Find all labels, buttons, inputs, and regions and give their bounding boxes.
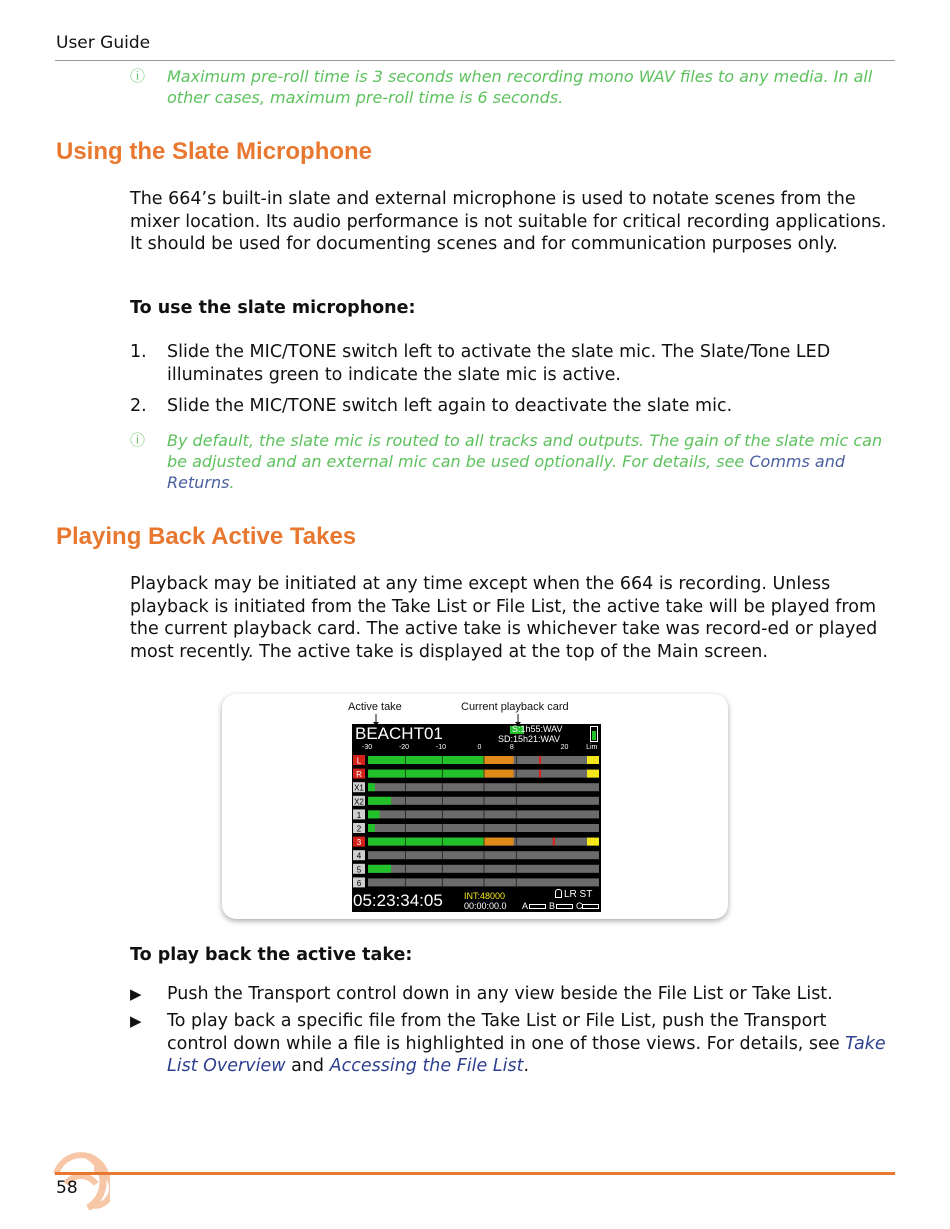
step-text: Slide the MIC/TONE switch left again to deactivate the slate mic. (167, 396, 733, 416)
meter-gridline (405, 878, 406, 886)
meter-gridline (405, 865, 406, 873)
callout-playback-card: Current playback card (461, 701, 569, 713)
meter-level-orange (484, 756, 514, 764)
meter-gridline (484, 838, 485, 846)
step-number: 1. (130, 342, 147, 362)
meter-gridline (442, 797, 443, 805)
meter-scale-label: 0 (477, 744, 482, 751)
meter-gridline (516, 770, 517, 778)
card-b-bar (556, 904, 573, 909)
meter-gridline (405, 756, 406, 764)
meter-gridline (405, 783, 406, 791)
meter-scale (352, 744, 601, 754)
counter: 00:00:00.0 (464, 901, 507, 911)
file-info-line2: SD:15h21:WAV (498, 734, 561, 744)
meter-gridline (516, 810, 517, 818)
channel-label: X1 (354, 783, 364, 793)
meter-lim-indicator (587, 756, 599, 764)
channel-label: 1 (356, 810, 362, 820)
meter-gridline (516, 838, 517, 846)
meter-scale-label: -30 (362, 744, 373, 751)
battery-icon (590, 726, 598, 742)
meter-gridline (516, 865, 517, 873)
channel-label: L (356, 756, 362, 766)
card-a-bar (529, 904, 546, 909)
meter-gridline (442, 878, 443, 886)
meter-scale-label: -20 (398, 744, 410, 751)
header-title: User Guide (56, 33, 151, 53)
footer-rule (55, 1172, 895, 1175)
meter-scale-label: -10 (435, 744, 447, 751)
sample-rate: INT:48000 (464, 891, 506, 901)
meter-peak (539, 756, 541, 764)
meter-gridline (516, 878, 517, 886)
meter-level-orange (484, 838, 514, 846)
meter-scale-label: 8 (509, 744, 514, 751)
meter-gridline (405, 810, 406, 818)
file-info-line1: S:1h55:WAV (512, 724, 563, 734)
slate-paragraph: The 664’s built-in slate and external microphone is used to notate scenes from the mixer location. Its audio performance is not suitable for critical recording applications. It should be used for documenting scenes and for communication purposes only. (130, 189, 887, 254)
channel-label: 6 (356, 878, 362, 888)
slate-subhead: To use the slate microphone: (130, 298, 416, 318)
take-list-overview-link[interactable]: Take List Overview (167, 1033, 886, 1076)
card-b-label: B (549, 901, 556, 911)
meter-gridline (484, 756, 485, 764)
meter-scale-label: Lim (586, 744, 598, 751)
meter-lim-indicator (587, 770, 599, 778)
meter-level-green (368, 770, 484, 778)
meter-gridline (405, 838, 406, 846)
meter-gridline (516, 851, 517, 859)
card-c-bar (582, 904, 599, 909)
meter-gridline (484, 824, 485, 832)
step-text: Slide the MIC/TONE switch left to activate the slate mic. The Slate/Tone LED illuminates green to indicate the slate mic is active. (167, 342, 831, 385)
meter-lim-indicator (587, 838, 599, 846)
meter-level-green (368, 865, 391, 873)
meter-level-green (368, 783, 375, 791)
meter-level-green (368, 838, 484, 846)
comms-returns-link[interactable]: Comms and Returns (167, 452, 846, 492)
meter-level-orange (484, 770, 514, 778)
headphone-icon (555, 889, 562, 898)
meter-gridline (442, 838, 443, 846)
accessing-file-list-link[interactable]: Accessing the File List (329, 1056, 524, 1076)
meter-gridline (405, 770, 406, 778)
channel-label: 2 (356, 824, 362, 834)
meter-gridline (484, 810, 485, 818)
meter-level-green (368, 756, 484, 764)
meter-gridline (484, 851, 485, 859)
meter-gridline (442, 783, 443, 791)
playback-paragraph: Playback may be initiated at any time except when the 664 is recording. Unless playback is initiated from the Take List or File List, the active take will be played from the current playback card. The active take is whichever take was record-ed or played most recently. The active take is displayed at the top of the Main screen. (130, 574, 878, 662)
page-number: 58 (56, 1178, 78, 1198)
bullet-arrow-icon: ▶ (130, 1012, 142, 1030)
channel-label: 3 (356, 838, 362, 848)
meter-level-green (368, 797, 391, 805)
meter-gridline (516, 783, 517, 791)
playback-subhead: To play back the active take: (130, 945, 413, 965)
info-icon: ⓘ (130, 67, 146, 85)
meter-gridline (516, 824, 517, 832)
header-rule (55, 60, 895, 61)
meter-gridline (484, 783, 485, 791)
meter-gridline (484, 878, 485, 886)
meter-gridline (442, 770, 443, 778)
meter-level-green (368, 824, 375, 832)
slate-note-text: By default, the slate mic is routed to all tracks and outputs. The gain of the slate mic can be adjusted and an external mic can be used optionally. For details, see Comms and Returns. (167, 431, 883, 492)
device-main-screen (352, 724, 601, 912)
meter-gridline (405, 824, 406, 832)
preroll-note-text: Maximum pre-roll time is 3 seconds when recording mono WAV files to any media. In all other cases, maximum pre-roll time is 6 seconds. (167, 67, 873, 107)
meter-gridline (442, 824, 443, 832)
meter-gridline (484, 865, 485, 873)
meter-gridline (442, 810, 443, 818)
timecode: 05:23:34:05 (353, 891, 443, 910)
meter-scale-label: 20 (560, 744, 569, 751)
meter-gridline (405, 797, 406, 805)
channel-label: R (356, 770, 362, 780)
meter-gridline (516, 797, 517, 805)
step-number: 2. (130, 396, 147, 416)
monitor-mode: LR ST (564, 889, 593, 900)
channel-label: X2 (354, 797, 364, 807)
meter-level-green (368, 810, 380, 818)
brand-logo-icon (48, 1140, 110, 1210)
bullet-arrow-icon: ▶ (130, 985, 142, 1003)
meter-peak (553, 838, 555, 846)
meter-gridline (442, 865, 443, 873)
card-c-label: C (576, 901, 583, 911)
meter-gridline (484, 770, 485, 778)
meter-gridline (405, 851, 406, 859)
active-take-name: BEACHT01 (355, 724, 443, 743)
meter-peak (539, 770, 541, 778)
meter-gridline (484, 797, 485, 805)
meter-gridline (442, 851, 443, 859)
section-heading-slate: Using the Slate Microphone (56, 138, 373, 165)
channel-label: 4 (356, 851, 362, 861)
section-heading-playback: Playing Back Active Takes (56, 523, 357, 550)
meter-gridline (516, 756, 517, 764)
meter-gridline (442, 756, 443, 764)
bullet-text: Push the Transport control down in any view beside the File List or Take List. (167, 984, 833, 1004)
callout-active-take: Active take (348, 701, 402, 713)
info-icon: ⓘ (130, 431, 146, 449)
bullet-text: To play back a specific file from the Take List or File List, push the Transport control down while a file is highlighted in one of those views. For details, see Take List Overview and Accessing the File List. (167, 1011, 886, 1076)
card-a-label: A (522, 901, 529, 911)
meter-bridge (352, 754, 601, 890)
channel-label: 5 (356, 865, 362, 875)
